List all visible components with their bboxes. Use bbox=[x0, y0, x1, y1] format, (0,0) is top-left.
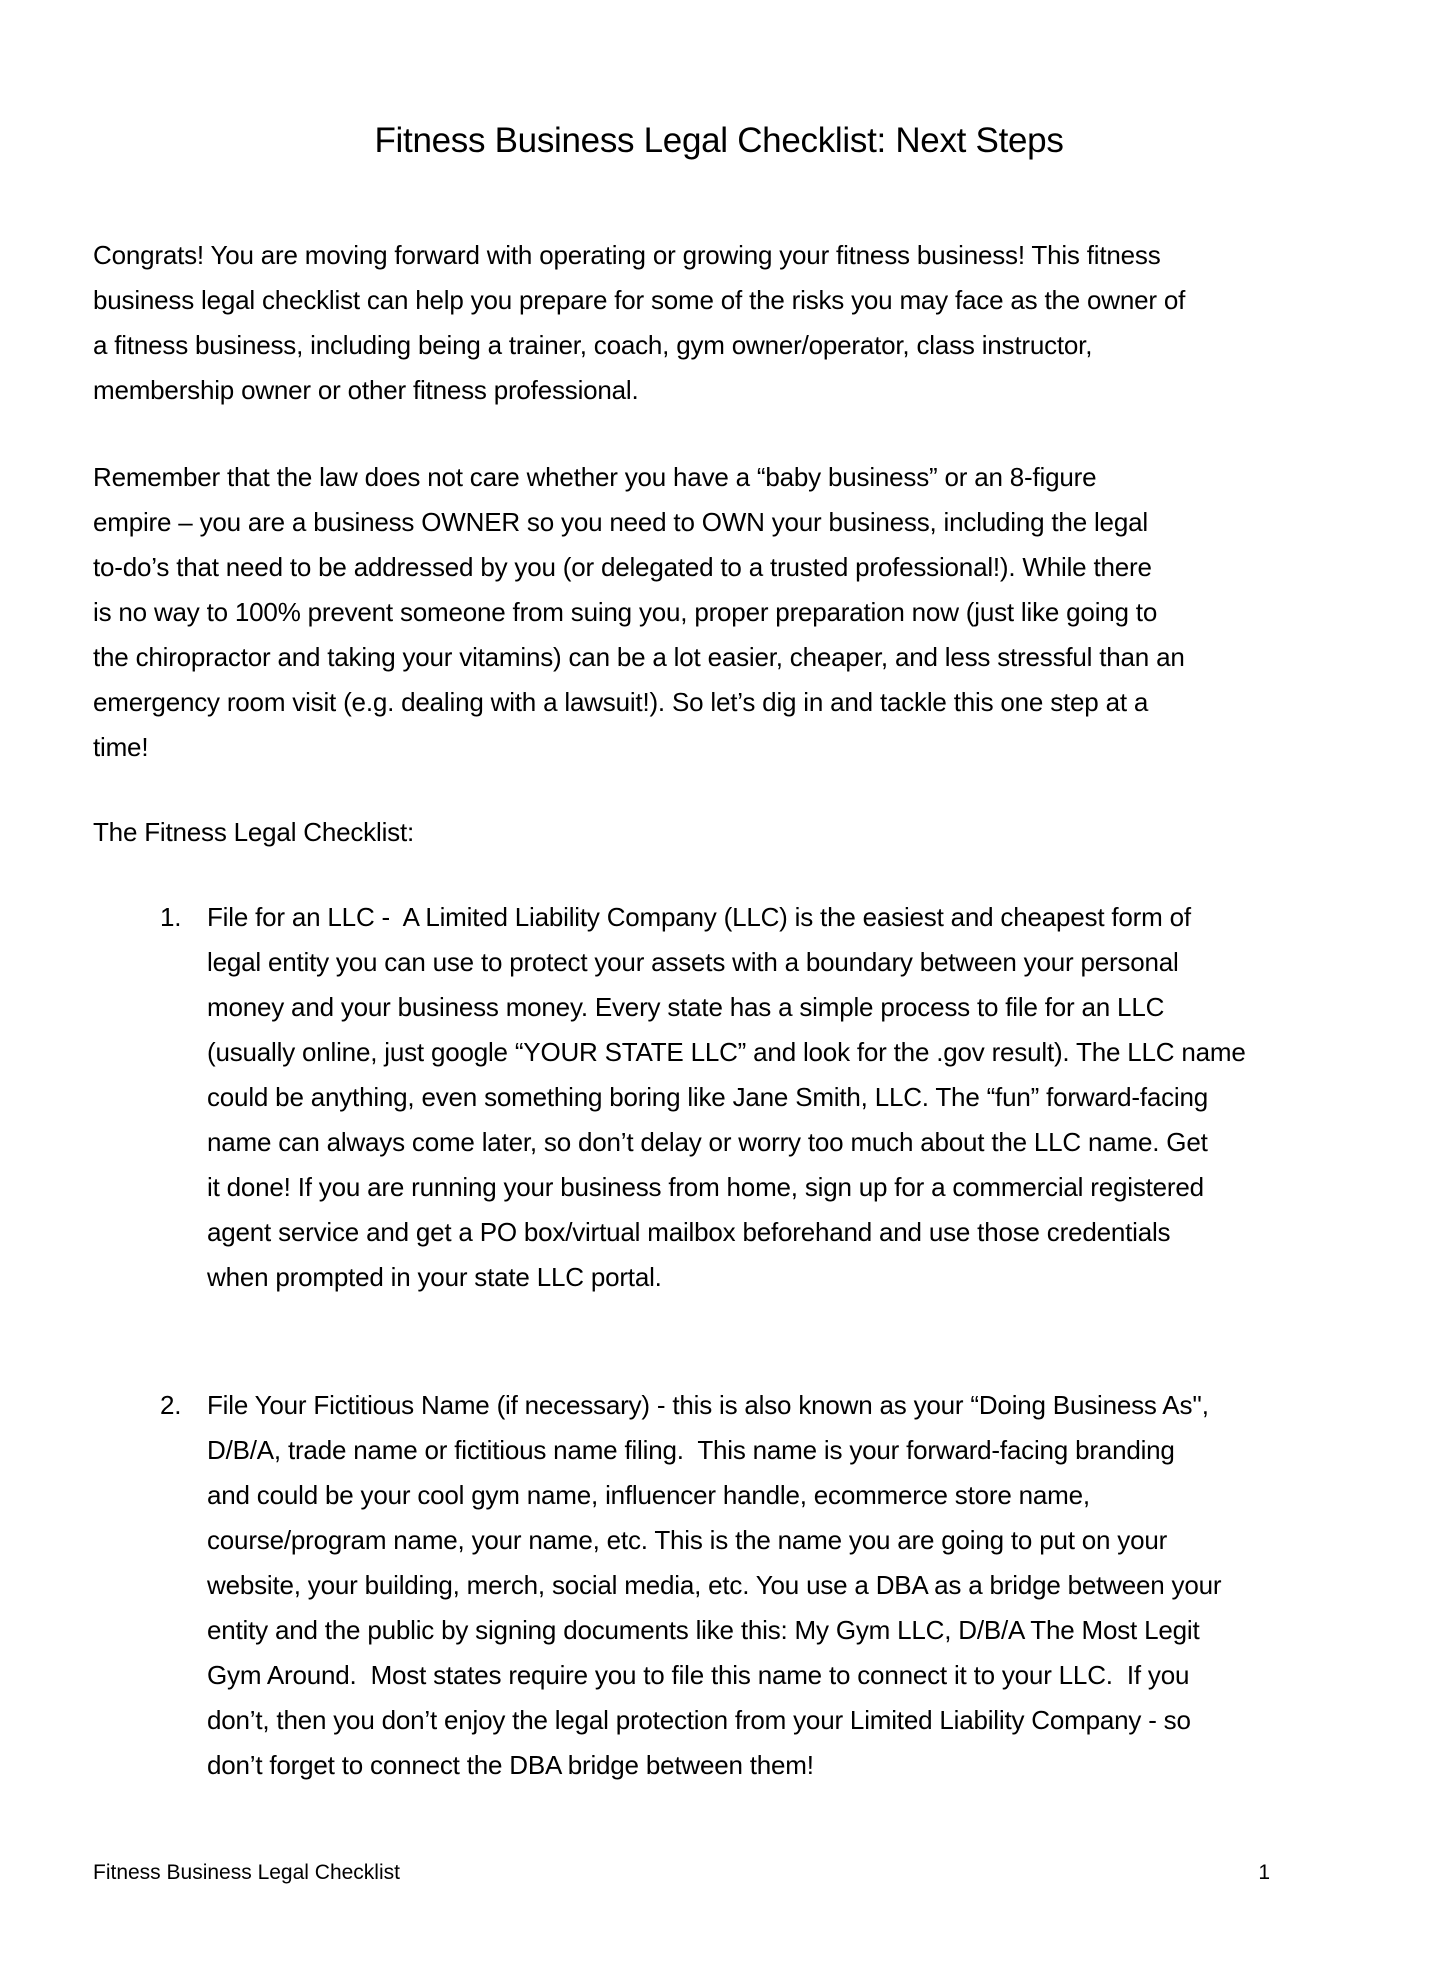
text-line: don’t forget to connect the DBA bridge between them! bbox=[207, 1750, 814, 1780]
text-line: it done! If you are running your business from home, sign up for a commercial registered bbox=[207, 1172, 1204, 1202]
text-line: the chiropractor and taking your vitamins) can be a lot easier, cheaper, and less stressful than an bbox=[93, 642, 1185, 672]
text-line: empire – you are a business OWNER so you need to OWN your business, including the legal bbox=[93, 507, 1148, 537]
intro-paragraph bbox=[93, 233, 1345, 413]
document-title: Fitness Business Legal Checklist: Next Steps bbox=[374, 121, 1064, 160]
text-line: time! bbox=[93, 732, 149, 762]
text-line: (usually online, just google “YOUR STATE LLC” and look for the .gov result). The LLC name bbox=[207, 1037, 1246, 1067]
text-line: legal entity you can use to protect your assets with a boundary between your personal bbox=[207, 947, 1179, 977]
intro-paragraph bbox=[93, 455, 1345, 770]
text-line: Remember that the law does not care whether you have a “baby business” or an 8-figure bbox=[93, 462, 1097, 492]
footer bbox=[93, 1858, 1345, 1888]
text-line: a fitness business, including being a trainer, coach, gym owner/operator, class instructor, bbox=[93, 330, 1093, 360]
text-line: File Your Fictitious Name (if necessary) - this is also known as your “Doing Business As'', bbox=[207, 1390, 1209, 1420]
text-line: is no way to 100% prevent someone from suing you, proper preparation now (just like going to bbox=[93, 597, 1158, 627]
text-line: entity and the public by signing documents like this: My Gym LLC, D/B/A The Most Legit bbox=[207, 1615, 1200, 1645]
section-heading: The Fitness Legal Checklist: bbox=[93, 817, 414, 847]
text-line: Congrats! You are moving forward with operating or growing your fitness business! This fitness bbox=[93, 240, 1161, 270]
document-content bbox=[0, 118, 1445, 1788]
text-line: agent service and get a PO box/virtual mailbox beforehand and use those credentials bbox=[207, 1217, 1171, 1247]
text-line: don’t, then you don’t enjoy the legal protection from your Limited Liability Company - so bbox=[207, 1705, 1191, 1735]
text-line: website, your building, merch, social media, etc. You use a DBA as a bridge between your bbox=[207, 1570, 1222, 1600]
text-line: name can always come later, so don’t delay or worry too much about the LLC name. Get bbox=[207, 1127, 1208, 1157]
text-line: to-do’s that need to be addressed by you (or delegated to a trusted professional!). While there bbox=[93, 552, 1152, 582]
checklist-item bbox=[93, 1383, 1345, 1788]
item-lines bbox=[207, 1383, 1345, 1788]
text-line: Gym Around. Most states require you to file this name to connect it to your LLC. If you bbox=[207, 1660, 1190, 1690]
text-line: money and your business money. Every state has a simple process to file for an LLC bbox=[207, 992, 1165, 1022]
item-number: 2. bbox=[160, 1390, 182, 1420]
text-line: could be anything, even something boring like Jane Smith, LLC. The “fun” forward-facing bbox=[207, 1082, 1209, 1112]
text-line: course/program name, your name, etc. This is the name you are going to put on your bbox=[207, 1525, 1168, 1555]
text-line: business legal checklist can help you prepare for some of the risks you may face as the owner of bbox=[93, 285, 1186, 315]
item-number: 1. bbox=[160, 902, 182, 932]
checklist-item bbox=[93, 895, 1345, 1300]
text-line: membership owner or other fitness professional. bbox=[93, 375, 639, 405]
item-lines bbox=[207, 895, 1345, 1300]
footer-page-number: 1 bbox=[1258, 1861, 1270, 1884]
checklist bbox=[93, 895, 1345, 1788]
text-line: when prompted in your state LLC portal. bbox=[207, 1262, 662, 1292]
text-line: D/B/A, trade name or fictitious name filing. This name is your forward-facing branding bbox=[207, 1435, 1175, 1465]
footer-doc-title: Fitness Business Legal Checklist bbox=[93, 1861, 400, 1884]
text-line: File for an LLC - A Limited Liability Company (LLC) is the easiest and cheapest form of bbox=[207, 902, 1191, 932]
text-line: emergency room visit (e.g. dealing with a lawsuit!). So let’s dig in and tackle this one step at a bbox=[93, 687, 1149, 717]
text-line: and could be your cool gym name, influencer handle, ecommerce store name, bbox=[207, 1480, 1090, 1510]
